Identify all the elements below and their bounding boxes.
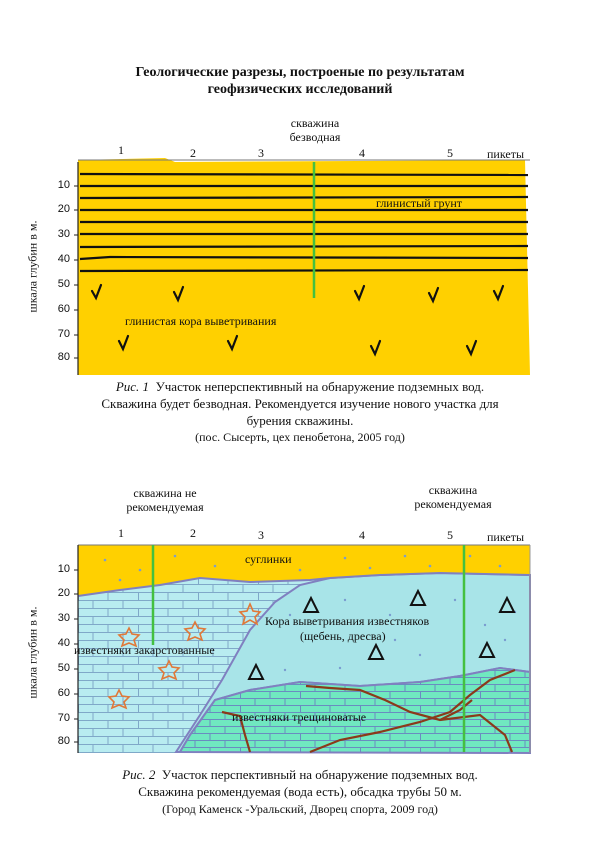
fig1-depth-80: 80 — [57, 351, 70, 363]
fig1-depth-60: 60 — [57, 303, 70, 315]
fig1-well-label-2: безводная — [289, 130, 341, 144]
fig2-caption-line2: Скважина рекомендуемая (вода есть), обсадка трубы 50 м. — [138, 784, 462, 799]
fig2-depth-40: 40 — [57, 637, 70, 649]
fig1-pickets-label: пикеты — [487, 147, 525, 161]
fig1-axis-label: шкала глубин в м. — [25, 220, 40, 313]
fig2-well-good-label-2: рекомендуемая — [414, 497, 492, 511]
fig1-well-label-1: скважина — [290, 116, 340, 130]
fig2-layer-top: суглинки — [245, 552, 292, 566]
fig1-depth-70: 70 — [57, 328, 70, 340]
fig2-layer-karst: известняки закарстованные — [74, 643, 215, 657]
fig2-axis-label: шкала глубин в м. — [25, 606, 40, 699]
fig2-depth-20: 20 — [57, 587, 70, 599]
fig2-depth-60: 60 — [57, 687, 70, 699]
fig1-depth-20: 20 — [57, 203, 70, 215]
fig2-picket-4: 4 — [359, 528, 365, 542]
fig1-caption-line2: Скважина будет безводная. Рекомендуется изучение нового участка для — [101, 396, 499, 411]
fig1-caption-source: (пос. Сысерть, цех пенобетона, 2005 год) — [195, 430, 405, 444]
fig1-depth-10: 10 — [57, 179, 70, 191]
fig2-layer-crust-2: (щебень, дресва) — [300, 629, 386, 643]
fig2-well-good-label-1: скважина — [428, 483, 478, 497]
fig2-depth-70: 70 — [57, 712, 70, 724]
fig2-caption-text1: Участок перспективный на обнаружение подземных вод. — [161, 767, 478, 782]
fig1-picket-3: 3 — [258, 146, 264, 160]
fig2-picket-5: 5 — [447, 528, 453, 542]
fig2-layer-fractured: известняки трещиноватые — [232, 710, 367, 724]
fig1-layer-lower: глинистая кора выветривания — [125, 314, 277, 328]
fig1-depth-40: 40 — [57, 253, 70, 265]
page-title-line2: геофизических исследований — [207, 82, 393, 97]
fig2-picket-3: 3 — [258, 528, 264, 542]
fig1-picket-1: 1 — [118, 143, 124, 157]
fig1-caption-text1: Участок неперспективный на обнаружение подземных вод. — [155, 379, 485, 394]
fig1-picket-2: 2 — [190, 146, 196, 160]
fig2-picket-1: 1 — [118, 526, 124, 540]
fig2-depth-10: 10 — [57, 563, 70, 575]
fig2-picket-2: 2 — [190, 526, 196, 540]
fig2-depth-80: 80 — [57, 735, 70, 747]
fig1-picket-4: 4 — [359, 146, 365, 160]
fig2-caption-prefix: Рис. 2 — [122, 767, 156, 782]
fig2-well-bad-label-1: скважина не — [133, 486, 197, 500]
fig1-depth-30: 30 — [57, 228, 70, 240]
fig1-layer-upper: глинистый грунт — [376, 196, 463, 210]
page-title-line1: Геологические разрезы, построеные по результатам — [135, 65, 465, 80]
fig1-picket-5: 5 — [447, 146, 453, 160]
fig2-well-bad-label-2: рекомендуемая — [126, 500, 204, 514]
fig2-caption-source: (Город Каменск -Уральский, Дворец спорта, 2009 год) — [162, 802, 438, 816]
fig2-pickets-label: пикеты — [487, 530, 525, 544]
fig2-caption-line1 — [0, 767, 600, 783]
fig1-caption-prefix: Рис. 1 — [115, 379, 150, 394]
fig2-layer-crust-1: Кора выветривания известняков — [265, 614, 430, 628]
fig1-depth-50: 50 — [57, 278, 70, 290]
fig1-caption-line3: бурения скважины. — [246, 413, 354, 428]
fig2-depth-50: 50 — [57, 662, 70, 674]
fig2-depth-30: 30 — [57, 612, 70, 624]
